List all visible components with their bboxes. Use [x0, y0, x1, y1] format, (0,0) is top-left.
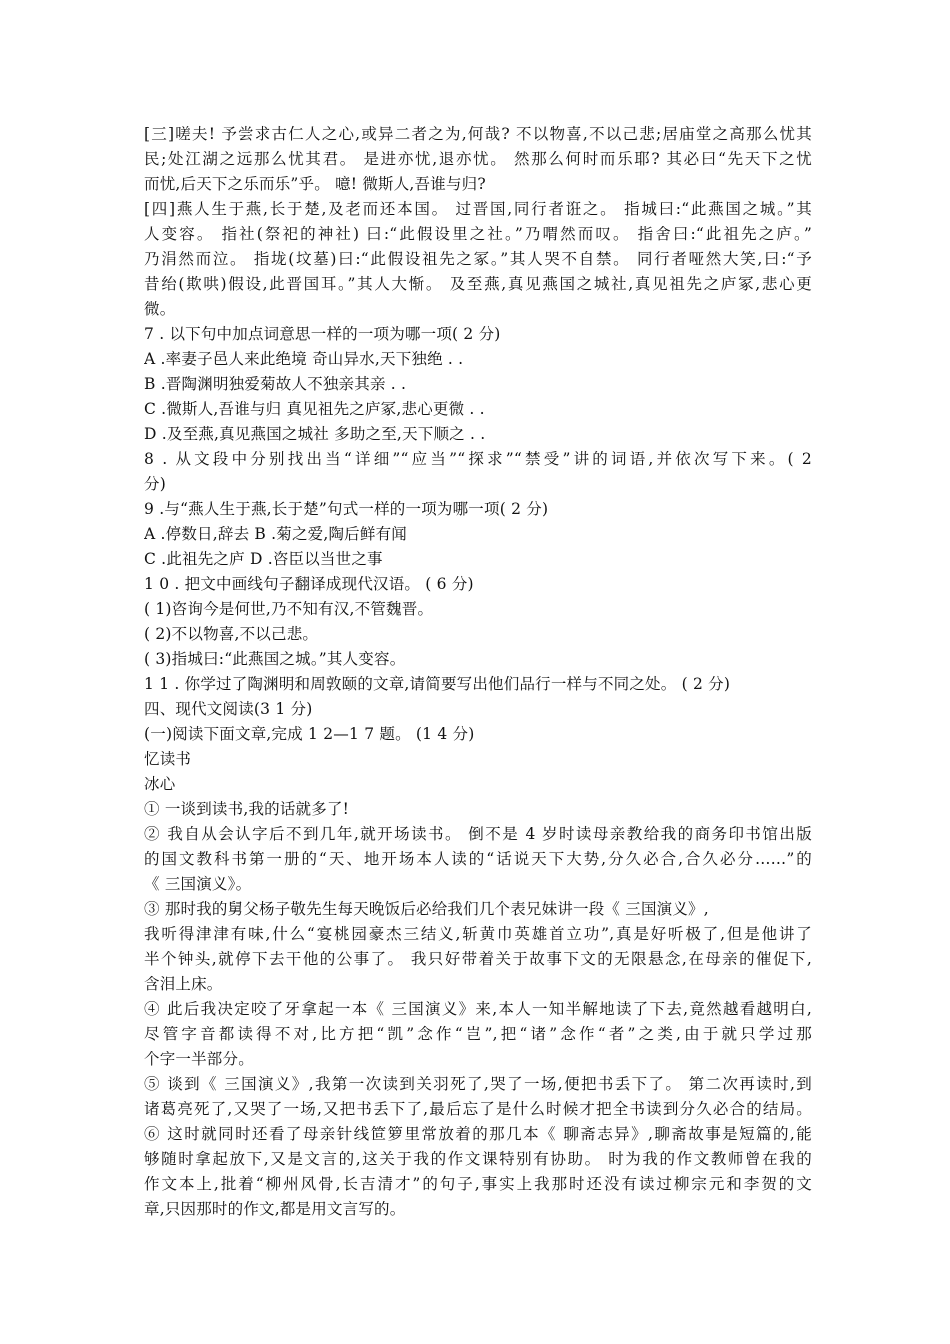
paragraph-line: ③ 那时我的舅父杨子敬先生每天晚饭后必给我们几个表兄妹讲一段《 三国演义》,	[144, 900, 709, 918]
passage-line: 微。	[144, 300, 176, 318]
passage-line: 昔绐(欺哄)假设,此晋国耳。”其人大惭。 及至燕,真见燕国之城社,真见祖先之庐冢,悲心更	[144, 275, 812, 293]
paragraph-line: 半个钟头,就停下去干他的公事了。 我只好带着关于故事下文的无限悬念,在母亲的催促下,	[144, 950, 812, 968]
question-stem: 7 . 以下句中加点词意思一样的一项为哪一项( 2 分)	[144, 325, 501, 343]
paragraph-line: 章,只因那时的作文,都是用文言写的。	[144, 1200, 406, 1218]
paragraph-line: 诸葛亮死了,又哭了一场,又把书丢下了,最后忘了是什么时候才把全书读到分久必合的结局。	[144, 1100, 812, 1118]
section-heading: 四、现代文阅读(3 1 分)	[144, 700, 313, 718]
article-title: 忆读书	[144, 750, 192, 768]
question-option: C .此祖先之庐 D .咨臣以当世之事	[144, 550, 383, 568]
passage-line: [四]燕人生于燕,长于楚,及老而还本国。 过晋国,同行者诳之。 指城曰:“此燕国之城。”其	[144, 200, 812, 218]
question-option: B .晋陶渊明独爱菊故人不独亲其亲 . .	[144, 375, 407, 393]
question-9	[144, 497, 812, 572]
passage-line: 乃涓然而泣。 指垅(坟墓)曰:“此假设祖先之冢。”其人哭不自禁。 同行者哑然大笑,曰:“予	[144, 250, 812, 268]
paragraph-line: ⑥ 这时就同时还看了母亲针线笸箩里常放着的那几本《 聊斋志异》,聊斋故事是短篇的,能	[144, 1125, 812, 1143]
passage-four	[144, 197, 812, 322]
article-paragraph-1	[144, 797, 812, 822]
passage-line: 而忧,后天下之乐而乐”乎。 噫! 微斯人,吾谁与归?	[144, 175, 486, 193]
paragraph-line: 个字一半部分。	[144, 1050, 254, 1068]
question-option: D .及至燕,真见燕国之城社 多助之至,天下顺之 . .	[144, 425, 486, 443]
paragraph-line: 作文本上,批着“柳州风骨,长吉清才”的句子,事实上我那时还没有读过柳宗元和李贺的文	[144, 1175, 812, 1193]
question-7	[144, 322, 812, 447]
article-author: 冰心	[144, 775, 176, 793]
article-paragraph-5	[144, 1072, 812, 1122]
article-paragraph-2	[144, 822, 812, 897]
question-item: ( 3)指城曰:“此燕国之城。”其人变容。	[144, 650, 406, 668]
question-item: ( 1)咨询今是何世,乃不知有汉,不管魏晋。	[144, 600, 434, 618]
question-stem: 8 . 从文段中分别找出当“详细”“应当”“探求”“禁受”讲的词语,并依次写下来。( 2	[144, 450, 812, 468]
article-paragraph-4	[144, 997, 812, 1072]
passage-line: [三]嗟夫! 予尝求古仁人之心,或异二者之为,何哉? 不以物喜,不以己悲;居庙堂之高那么忧其	[144, 125, 812, 143]
passage-three	[144, 122, 812, 197]
paragraph-line: ① 一谈到读书,我的话就多了!	[144, 800, 350, 818]
question-option: A .率妻子邑人来此绝境 奇山异水,天下独绝 . .	[144, 350, 464, 368]
question-option: A .停数日,辞去 B .菊之爱,陶后鲜有闻	[144, 525, 407, 543]
question-item: ( 2)不以物喜,不以己悲。	[144, 625, 319, 643]
passage-line: 人变容。 指社(祭祀的神社) 曰:“此假设里之社。”乃喟然而叹。 指舍曰:“此祖先之庐。”	[144, 225, 812, 243]
paragraph-line: ④ 此后我决定咬了牙拿起一本《 三国演义》来,本人一知半解地读了下去,竟然越看越明白,	[144, 1000, 812, 1018]
paragraph-line: ② 我自从会认字后不到几年,就开场读书。 倒不是 4 岁时读母亲教给我的商务印书馆出版	[144, 825, 812, 843]
paragraph-line: 《 三国演义》。	[144, 875, 252, 893]
question-stem: 9 .与“燕人生于燕,长于楚”句式一样的一项为哪一项( 2 分)	[144, 500, 549, 518]
question-8	[144, 447, 812, 497]
subsection-heading: (一)阅读下面文章,完成 1 2—1 7 题。 (1 4 分)	[144, 725, 475, 743]
paragraph-line: 的国文教科书第一册的“天、地开场本人读的“话说天下大势,分久必合,合久必分……”的	[144, 850, 812, 868]
article-paragraph-6	[144, 1122, 812, 1222]
paragraph-line: ⑤ 谈到《 三国演义》,我第一次读到关羽死了,哭了一场,便把书丢下了。 第二次再读时,到	[144, 1075, 812, 1093]
question-stem: 分)	[144, 475, 166, 493]
paragraph-line: 我听得津津有味,什么“宴桃园豪杰三结义,斩黄巾英雄首立功”,真是好听极了,但是他讲了	[144, 925, 812, 943]
question-stem: 1 0 . 把文中画线句子翻译成现代汉语。 ( 6 分)	[144, 575, 474, 593]
article-paragraph-3	[144, 897, 812, 997]
passage-line: 民;处江湖之远那么忧其君。 是进亦忧,退亦忧。 然那么何时而乐耶? 其必曰“先天下之忧	[144, 150, 812, 168]
paragraph-line: 尽管字音都读得不对,比方把“凯”念作“岂”,把“诸”念作“者”之类,由于就只学过那	[144, 1025, 812, 1043]
question-10	[144, 572, 812, 672]
question-option: C .微斯人,吾谁与归 真见祖先之庐冢,悲心更微 . .	[144, 400, 485, 418]
question-11: 1 1 . 你学过了陶渊明和周敦颐的文章,请简要写出他们品行一样与不同之处。 ( 2 分)	[144, 675, 731, 693]
paragraph-line: 含泪上床。	[144, 975, 223, 993]
paragraph-line: 够随时拿起放下,又是文言的,这关于我的作文课特别有协助。 时为我的作文教师曾在我的	[144, 1150, 812, 1168]
document-page	[144, 122, 812, 1222]
